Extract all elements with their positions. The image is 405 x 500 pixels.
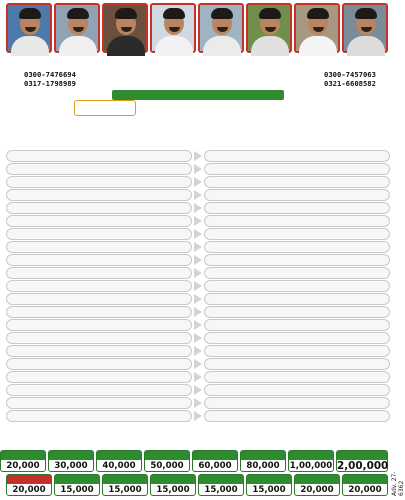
pair-note [156,410,242,422]
prize-amount: 20,000 [348,485,382,495]
prize-amount: 2,00,000 [337,460,389,472]
prize-box [144,450,190,472]
prizes-row-1 [4,450,388,472]
pair-note [156,293,242,305]
pair-note [156,254,242,266]
prize-amount: 15,000 [60,485,94,495]
participants-heading [95,134,305,148]
prize-label [247,475,291,484]
advert-code: Adv. 27-6362 [391,471,405,496]
prize-box [102,474,148,496]
organizer-caption-mid [140,58,260,68]
prize-label [145,451,189,460]
organizer-caption-right [306,58,390,68]
person-photo-icon [246,3,292,53]
pair-note [156,332,242,344]
person-photo-icon [102,3,148,53]
pair-note [156,202,242,214]
prize-amount: 30,000 [54,461,88,471]
prize-amount: 1,00,000 [289,461,333,471]
prize-amount: 15,000 [156,485,190,495]
prize-box [0,450,46,472]
pair-note [156,384,242,396]
pair-note [156,215,242,227]
pair-note [156,358,242,370]
prize-label [97,451,141,460]
prize-box [150,474,196,496]
prize-label [103,475,147,484]
pair-note [156,306,242,318]
prize-amount: 50,000 [150,461,184,471]
prize-label [337,451,387,460]
prize-amount: 15,000 [252,485,286,495]
organizer-caption-left [6,58,90,68]
phone-numbers-right [308,71,392,88]
prize-label [199,475,243,484]
prize-label [289,451,333,460]
person-photo-icon [342,3,388,53]
person-photo-icon [150,3,196,53]
person-photo-icon [198,3,244,53]
prize-box [96,450,142,472]
prize-box [6,474,52,496]
prize-box [192,450,238,472]
pair-note [156,163,242,175]
prize-label [151,475,195,484]
prize-label [193,451,237,460]
phone-number[interactable]: 0300-7476694 [24,70,76,79]
phone-number[interactable]: 0317-1798989 [24,78,76,88]
prize-amount: 20,000 [12,485,46,495]
prize-label [49,451,93,460]
pair-note [156,189,242,201]
organizer-photos [6,3,390,57]
prize-label [55,475,99,484]
prize-amount: 20,000 [300,485,334,495]
pair-note [156,267,242,279]
prize-label [7,475,51,484]
prizes-row-2 [4,474,388,496]
prize-amount: 20,000 [6,461,40,471]
phone-number[interactable]: 0321-6608582 [324,78,376,88]
prize-box [54,474,100,496]
prize-label [343,475,387,484]
time-badge-note [126,96,152,106]
prize-amount: 15,000 [108,485,142,495]
person-photo-icon [54,3,100,53]
prize-box [336,450,388,472]
prize-amount: 15,000 [204,485,238,495]
prizes-heading [120,432,280,449]
pair-note [156,345,242,357]
prize-amount: 80,000 [246,461,280,471]
prize-label [1,451,45,460]
prize-box [288,450,334,472]
pair-note [156,228,242,240]
phone-numbers-left [8,71,92,88]
pairings-grid [6,150,392,424]
prize-amount: 60,000 [198,461,232,471]
prize-label [241,451,285,460]
person-photo-icon [6,3,52,53]
pair-note [156,150,242,162]
prize-box [342,474,388,496]
phone-number[interactable]: 0300-7457063 [324,70,376,79]
pair-note [156,241,242,253]
pair-note [156,176,242,188]
pair-note [156,397,242,409]
prize-box [246,474,292,496]
prize-label [295,475,339,484]
pair-note [156,371,242,383]
prize-box [198,474,244,496]
pair-note [156,280,242,292]
prize-box [240,450,286,472]
prize-box [294,474,340,496]
prize-amount: 40,000 [102,461,136,471]
prize-box [48,450,94,472]
person-photo-icon [294,3,340,53]
pair-note [156,319,242,331]
